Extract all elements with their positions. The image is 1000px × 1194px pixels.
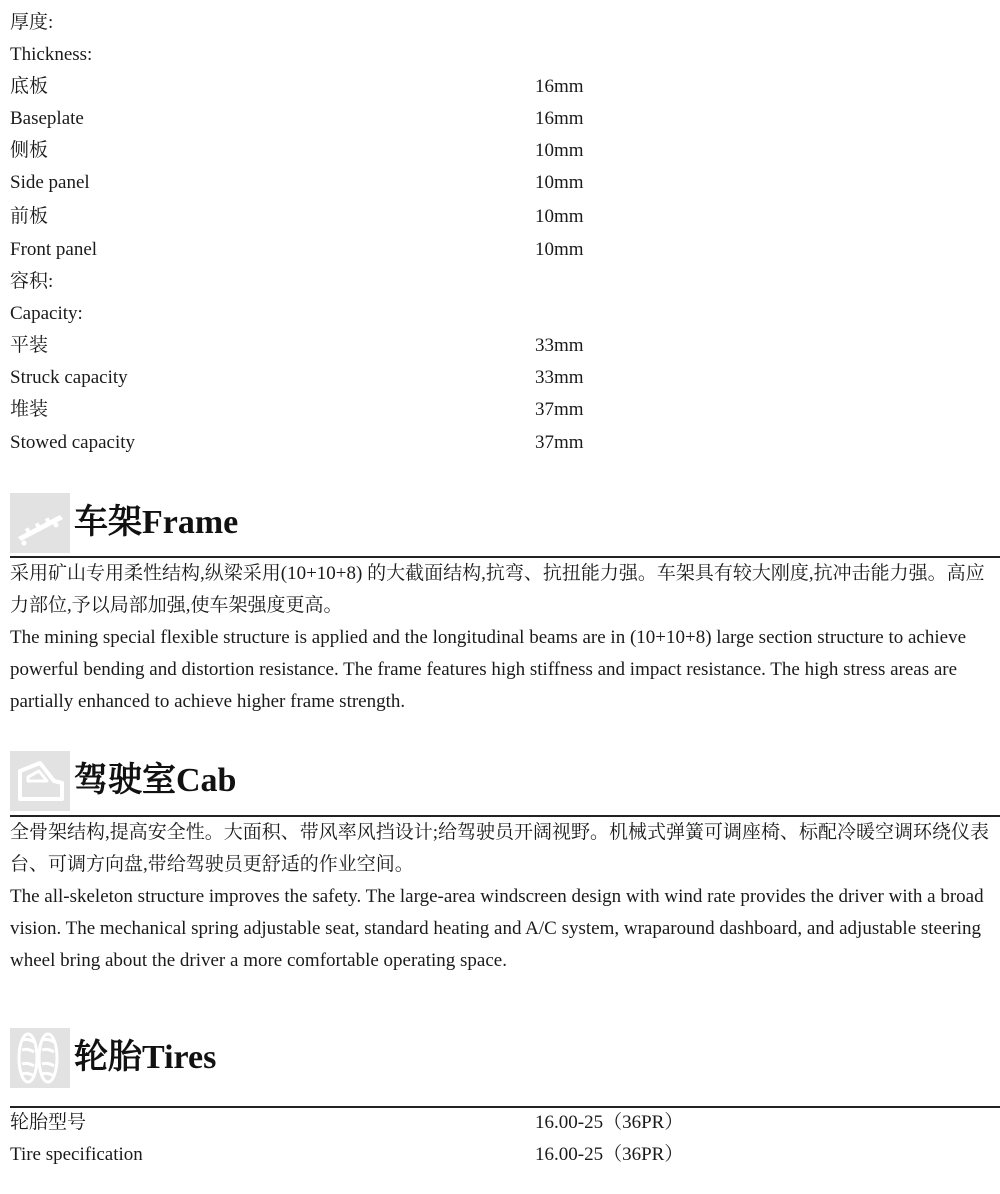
spec-value: 16mm <box>535 76 584 97</box>
spec-label: Baseplate <box>10 108 84 129</box>
spec-label: 堆装 <box>10 399 49 420</box>
spec-row <box>10 363 990 393</box>
cab-description-cn: 全骨架结构,提高安全性。大面积、带风率风挡设计;给驾驶员开阔视野。机械式弹簧可调座椅、标配冷暖空调环绕仪表台、可调方向盘,带给驾驶员更舒适的作业空间。 <box>10 822 990 875</box>
spec-label: Stowed capacity <box>10 432 136 453</box>
spec-label: 轮胎型号 <box>10 1112 87 1133</box>
spec-row <box>10 235 990 265</box>
spec-value: 10mm <box>535 206 584 227</box>
cab-description-en: The all-skeleton structure improves the safety. The large-area windscreen design with wind rate provides the driver with a broad vision. The mechanical spring adjustable seat, standard heating and A/C system, wraparound dashboard, and adjustable steering wheel bring about the driver a more comfortable operating space. <box>10 886 984 971</box>
heading-label: 厚度: <box>10 12 54 33</box>
tires-section-header <box>10 1022 1000 1094</box>
thickness-heading-cn <box>10 8 990 38</box>
spec-row <box>10 395 990 425</box>
spec-value: 16.00-25（36PR） <box>535 1144 684 1165</box>
capacity-heading-cn <box>10 267 990 297</box>
spec-label: Tire specification <box>10 1144 143 1165</box>
frame-description-en: The mining special flexible structure is applied and the longitudinal beams are in (10+10+8) large section structure to achieve powerful bending and distortion resistance. The frame features high stiffness and impact resistance. The high stress areas are partially enhanced to achieve higher frame strength. <box>10 627 967 712</box>
capacity-heading-en <box>10 299 990 329</box>
section-title: 车架Frame <box>74 504 239 541</box>
heading-label: 容积: <box>10 271 54 292</box>
spec-label: Side panel <box>10 172 90 193</box>
heading-label: Capacity: <box>10 303 83 324</box>
frame-beam-icon <box>10 493 70 553</box>
spec-value: 16.00-25（36PR） <box>535 1112 684 1133</box>
spec-value: 10mm <box>535 172 584 193</box>
cab-icon <box>10 751 70 811</box>
spec-row <box>10 331 990 361</box>
spec-row <box>10 1108 990 1138</box>
cab-section-header <box>10 745 1000 817</box>
spec-value: 33mm <box>535 335 584 356</box>
spec-value: 10mm <box>535 239 584 260</box>
thickness-heading-en <box>10 40 990 70</box>
spec-value: 16mm <box>535 108 584 129</box>
spec-label: 侧板 <box>10 140 49 161</box>
spec-row <box>10 72 990 102</box>
spec-label: Front panel <box>10 239 98 260</box>
spec-row <box>10 428 990 458</box>
spec-row <box>10 202 990 232</box>
spec-row <box>10 1140 990 1170</box>
spec-label: Struck capacity <box>10 367 128 388</box>
spec-row <box>10 168 990 198</box>
spec-label: 平装 <box>10 335 49 356</box>
section-title: 驾驶室Cab <box>74 762 237 799</box>
heading-label: Thickness: <box>10 44 93 65</box>
spec-row <box>10 136 990 166</box>
spec-value: 10mm <box>535 140 584 161</box>
spec-value: 37mm <box>535 432 584 453</box>
spec-row <box>10 104 990 134</box>
spec-value: 37mm <box>535 399 584 420</box>
spec-label: 底板 <box>10 76 49 97</box>
spec-value: 33mm <box>535 367 584 388</box>
section-title: 轮胎Tires <box>74 1039 217 1076</box>
spec-label: 前板 <box>10 206 49 227</box>
frame-section-header <box>10 487 1000 559</box>
tire-icon <box>10 1028 70 1088</box>
frame-description-cn: 采用矿山专用柔性结构,纵梁采用(10+10+8) 的大截面结构,抗弯、抗扭能力强。车架具有较大刚度,抗冲击能力强。高应力部位,予以局部加强,使车架强度更高。 <box>10 563 985 616</box>
